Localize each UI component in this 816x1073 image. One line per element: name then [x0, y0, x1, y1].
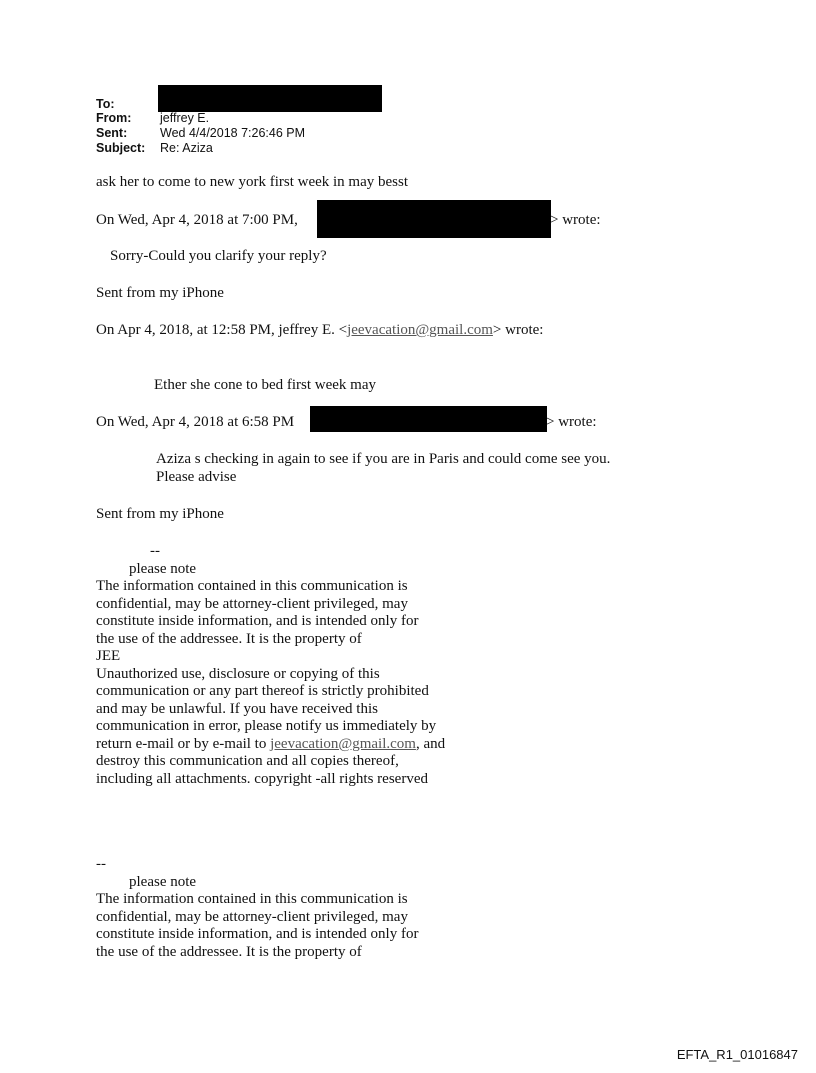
disclaimer2-line: The information contained in this communication is	[96, 891, 408, 907]
reply1: Sorry-Could you clarify your reply?	[110, 248, 327, 264]
document-id: EFTA_R1_01016847	[676, 1047, 798, 1062]
subject-label: Subject:	[96, 141, 146, 155]
disclaimer1-line: destroy this communication and all copies thereof,	[96, 753, 399, 769]
quote2-line	[96, 321, 543, 339]
disclaimer2-dashes: --	[96, 856, 106, 872]
from-label: From:	[96, 111, 132, 125]
disclaimer1-line: constitute inside information, and is intended only for	[96, 613, 419, 629]
from-value: jeffrey E.	[160, 111, 210, 125]
sent-from-2: Sent from my iPhone	[96, 506, 224, 522]
quote2-email-link[interactable]: jeevacation@gmail.com	[347, 322, 493, 338]
to-label: To:	[96, 97, 115, 111]
sent-label: Sent:	[96, 126, 128, 140]
sent-value: Wed 4/4/2018 7:26:46 PM	[160, 126, 306, 140]
redaction-quote1	[317, 200, 551, 238]
quote1-prefix: On Wed, Apr 4, 2018 at 7:00 PM,	[96, 212, 298, 228]
reply3-line1: Aziza s checking in again to see if you are in Paris and could come see you.	[156, 451, 611, 467]
reply2: Ether she cone to bed first week may	[154, 377, 377, 393]
disclaimer1-line: communication in error, please notify us immediately by	[96, 718, 437, 734]
redaction-quote3	[310, 406, 547, 432]
quote1-suffix: > wrote:	[550, 212, 601, 228]
disclaimer1-line: confidential, may be attorney-client privileged, may	[96, 595, 408, 612]
quote3-prefix: On Wed, Apr 4, 2018 at 6:58 PM	[96, 414, 295, 430]
return-suffix: , and	[415, 735, 446, 752]
disclaimer1-dashes: --	[150, 543, 160, 559]
sent-from-1: Sent from my iPhone	[96, 285, 224, 301]
return-email-link[interactable]: jeevacation@gmail.com	[270, 735, 416, 752]
subject-value: Re: Aziza	[160, 141, 213, 155]
quote2-suffix: > wrote:	[492, 322, 544, 338]
disclaimer1-return-line	[96, 736, 445, 754]
disclaimer1-line: communication or any part thereof is strictly prohibited	[96, 683, 429, 699]
reply3-line2: Please advise	[156, 469, 237, 485]
disclaimer1-line: The information contained in this communication is	[96, 578, 408, 594]
disclaimer1-line: including all attachments. copyright -all rights reserved	[96, 770, 428, 787]
reply-line: ask her to come to new york first week in may besst	[96, 174, 409, 190]
disclaimer1-line: JEE	[96, 648, 121, 664]
return-prefix: return e-mail or by e-mail to	[96, 735, 271, 752]
redaction-to	[158, 85, 382, 112]
disclaimer2-line: constitute inside information, and is intended only for	[96, 926, 419, 942]
disclaimer2-body	[96, 891, 418, 961]
disclaimer1-line: and may be unlawful. If you have received this	[96, 700, 378, 717]
quote3-suffix: > wrote:	[546, 414, 597, 430]
disclaimer1-note: please note	[129, 561, 197, 577]
disclaimer1-line: Unauthorized use, disclosure or copying of this	[96, 665, 380, 682]
disclaimer1-line: the use of the addressee. It is the property of	[96, 630, 362, 647]
quote2-prefix: On Apr 4, 2018, at 12:58 PM, jeffrey E. <	[96, 322, 348, 338]
disclaimer1-body	[96, 578, 445, 788]
disclaimer2-note: please note	[129, 874, 197, 890]
disclaimer2-line: the use of the addressee. It is the property of	[96, 943, 362, 960]
disclaimer2-line: confidential, may be attorney-client privileged, may	[96, 908, 408, 925]
